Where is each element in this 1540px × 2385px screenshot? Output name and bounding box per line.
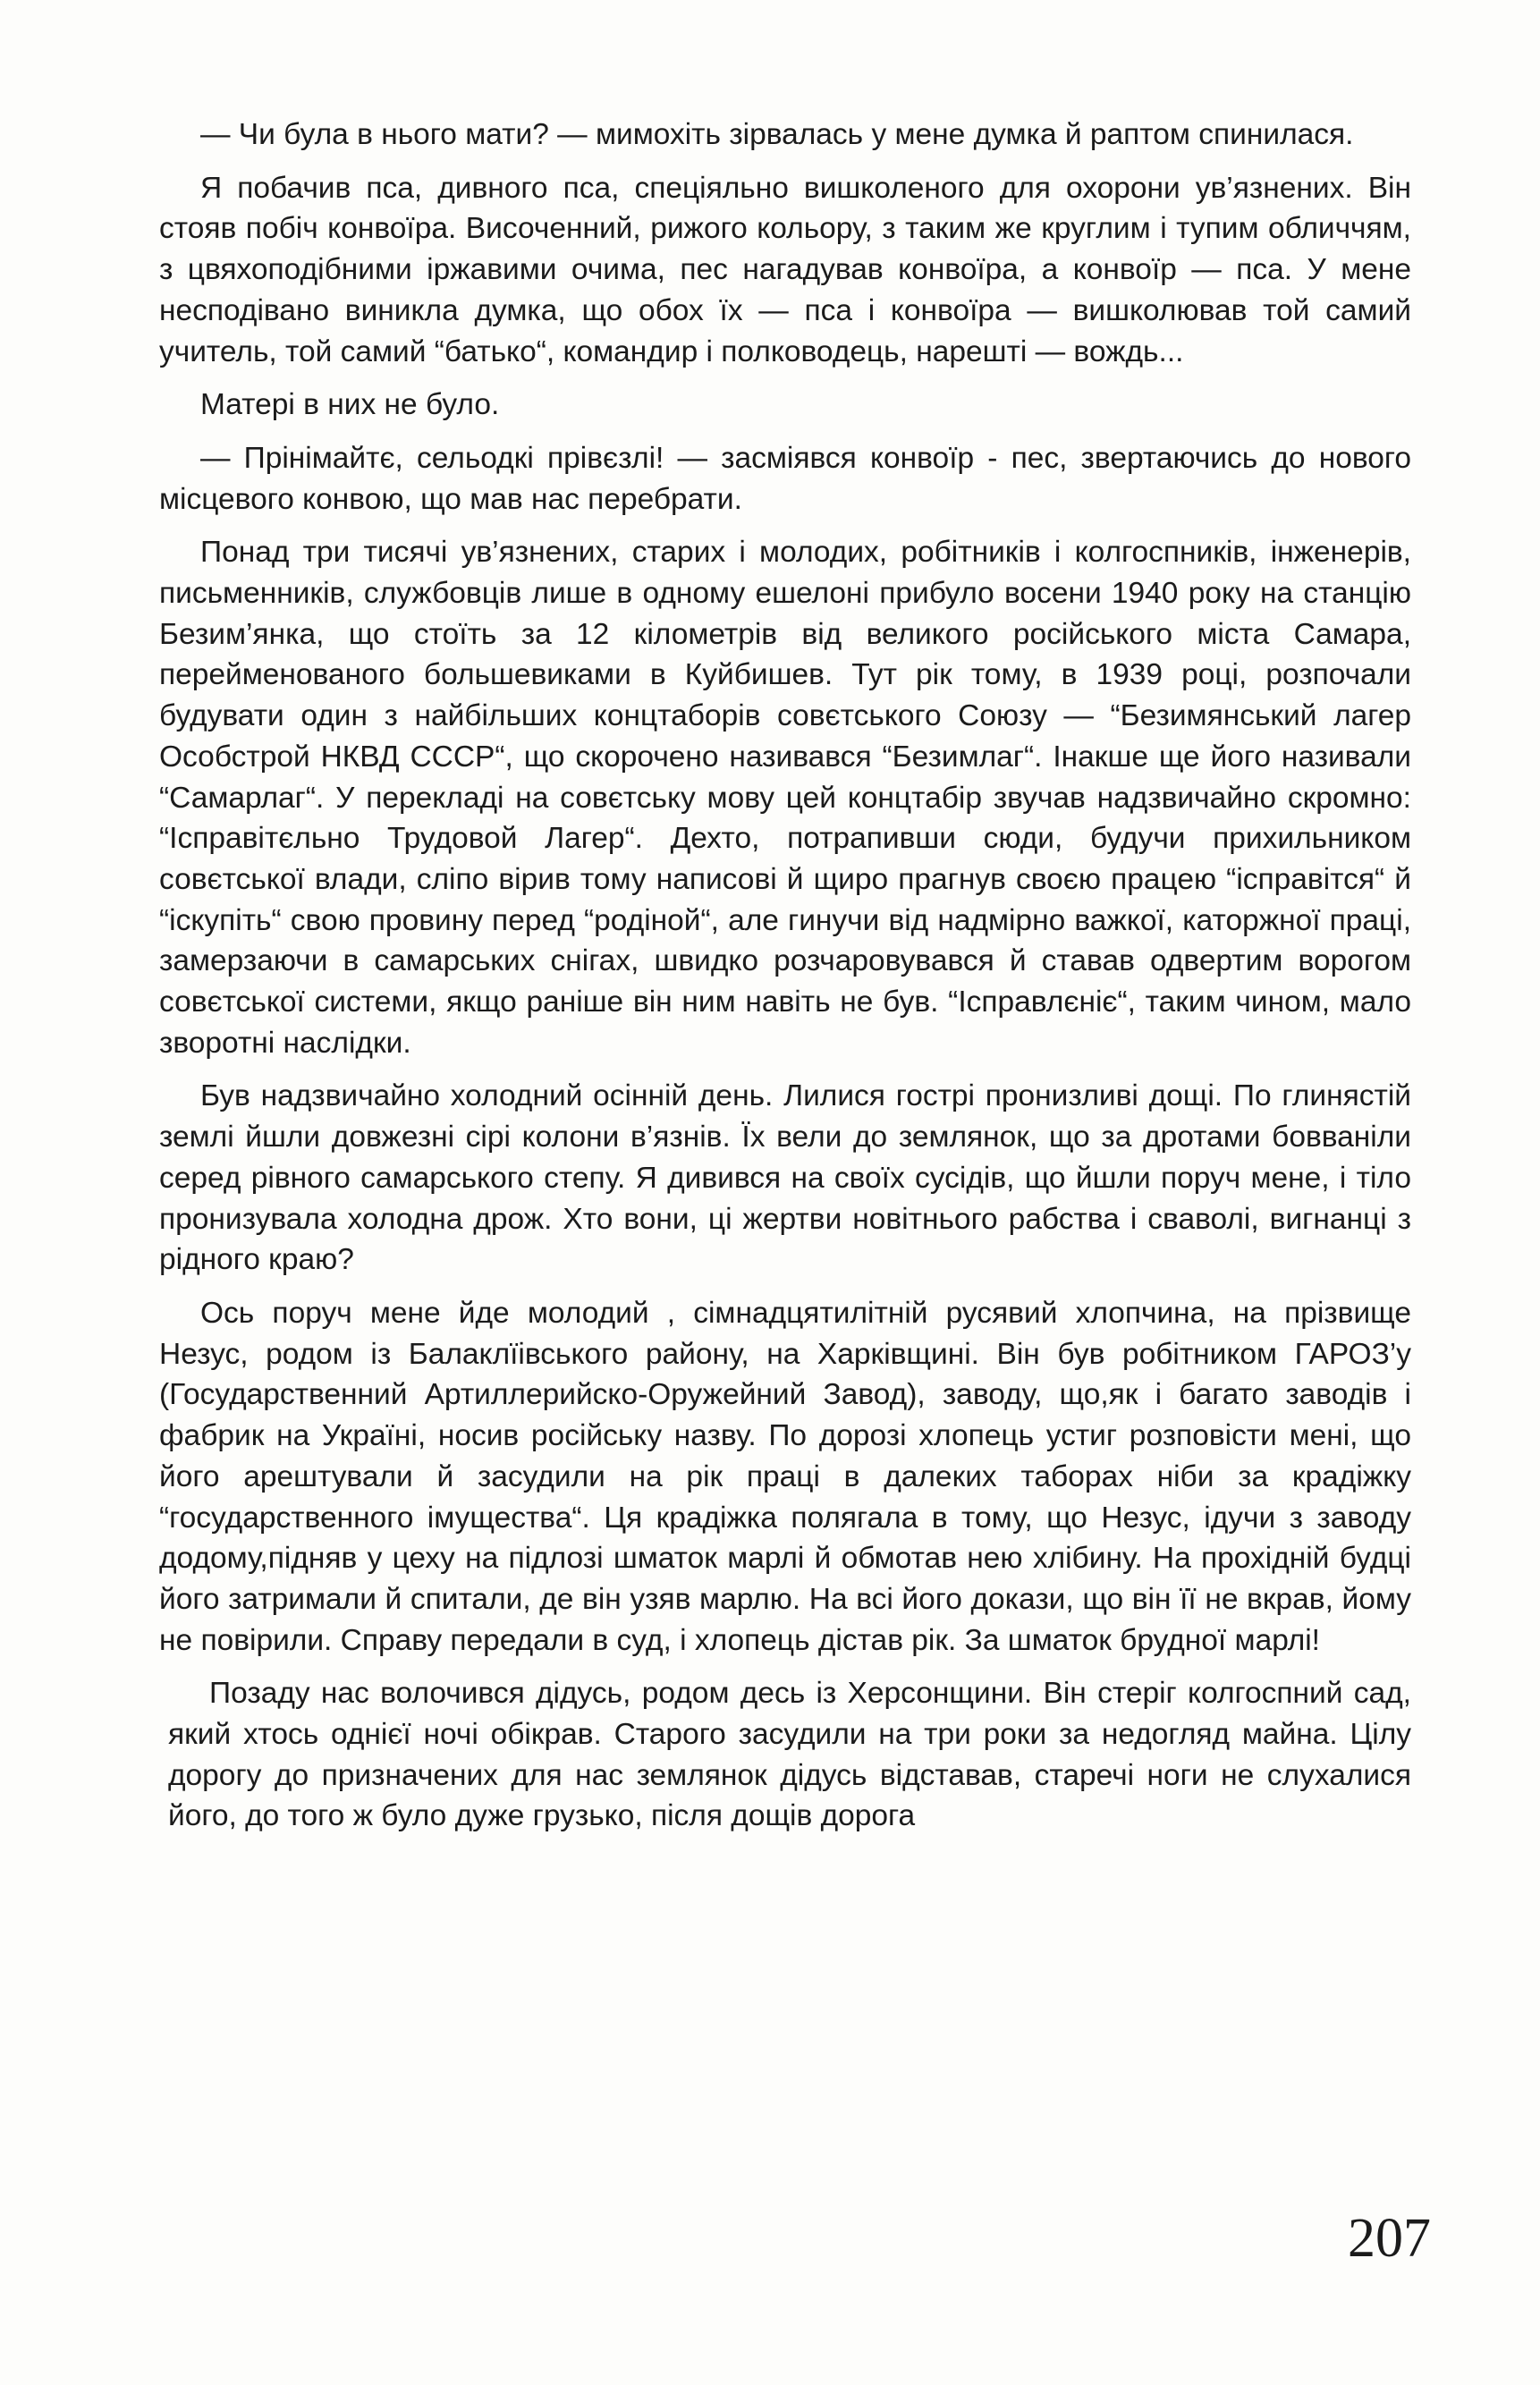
page-number: 207: [1348, 2208, 1431, 2269]
paragraph-7: Ось поруч мене йде молодий , сімнадцятилітній русявий хлопчина, на прізвище Незус, родом із Балаклїівського району, на Харківщині. Він був робітником ГАРОЗ’у (Государственний Артиллерийско-Оружейний Завод), заводу, що,як і багато заводів і фабрик на Україні, носив російську назву. По дорозі хлопець устиг розповісти мені, що його арештували й засудили на рік праці в далеких таборах ніби за крадіжку “государственного імущества“. Ця крадіжка полягала в тому, що Незус, ідучи з заводу додому,підняв у цеху на підлозі шматок марлі й обмотав нею хлібину. На прохідній будці його затримали й спитали, де він узяв марлю. На всі його докази, що він її не вкрав, йому не повірили. Справу передали в суд, і хлопець дістав рік. За шматок брудної марлі!: [159, 1296, 1411, 1657]
paragraph-8: Позаду нас волочився дідусь, родом десь із Херсонщини. Він стеріг колгоспний сад, який хтось однієї ночі обікрав. Старого засудили на три роки за недогляд майна. Цілу дорогу до призначених для нас землянок дідусь відставав, старечі ноги не слухалися його, до того ж було дуже грузько, після дощів дорога: [168, 1677, 1411, 1833]
body-text: [159, 114, 1411, 1849]
paragraph-4: — Прінімайтє, сельодкі прівєзлі! — засміявся конвоїр - пес, звертаючись до нового місцевого конвою, що мав нас перебрати.: [159, 441, 1411, 516]
paragraph-6: Був надзвичайно холодний осінній день. Лилися гострі пронизливі дощі. По глинястій землі йшли довжезні сірі колони в’язнів. Їх вели до землянок, що за дротами бовваніли серед рівного самарського степу. Я дивився на своїх сусідів, що йшли поруч мене, і тіло пронизувала холодна дрож. Хто вони, ці жертви новітнього рабства і сваволі, вигнанці з рідного краю?: [159, 1079, 1411, 1277]
paragraph-3: Матері в них не було.: [200, 388, 500, 422]
paragraph-2: Я побачив пса, дивного пса, спеціяльно вишколеного для охорони ув’язнених. Він стояв побіч конвоїра. Височенний, рижого кольору, з таким же круглим і тупим обличчям, з цвяхоподібними іржавими очима, пес нагадував конвоїра, а конвоїр — пса. У мене несподівано виникла думка, що обох їх — пса і конвоїра — вишколював той самий учитель, той самий “батько“, командир і полководець, нарешті — вождь...: [159, 171, 1411, 368]
paragraph-5: Понад три тисячі ув’язнених, старих і молодих, робітників і колгоспників, інженерів, письменників, службовців лише в одному ешелоні прибуло восени 1940 року на станцію Безим’янка, що стоїть за 12 кілометрів від великого російського міста Самара, перейменованого большевиками в Куйбишев. Тут рік тому, в 1939 році, розпочали будувати один з найбільших концтаборів совєтського Союзу — “Безимянський лагер Особстрой НКВД СССР“, що скорочено називався “Безимлаг“. Інакше ще його називали “Самарлаг“. У перекладі на совєтську мову цей концтабір звучав надзвичайно скромно: “Ісправітєльно Трудовой Лагер“. Дехто, потрапивши сюди, будучи прихильником совєтської влади, сліпо вірив тому написові й щиро прагнув своєю працею “ісправітся“ й “іскупіть“ свою провину перед “родіной“, але гинучи від надмірно важкої, каторжної праці, замерзаючи в самарських снігах, швидко розчаровувався й ставав одвертим ворогом совєтської системи, якщо раніше він ним навіть не був. “Ісправлєніє“, таким чином, мало зворотні наслідки.: [159, 536, 1411, 1060]
paragraph-1: — Чи була в нього мати? — мимохіть зірвалась у мене думка й раптом спинилася.: [200, 118, 1354, 151]
